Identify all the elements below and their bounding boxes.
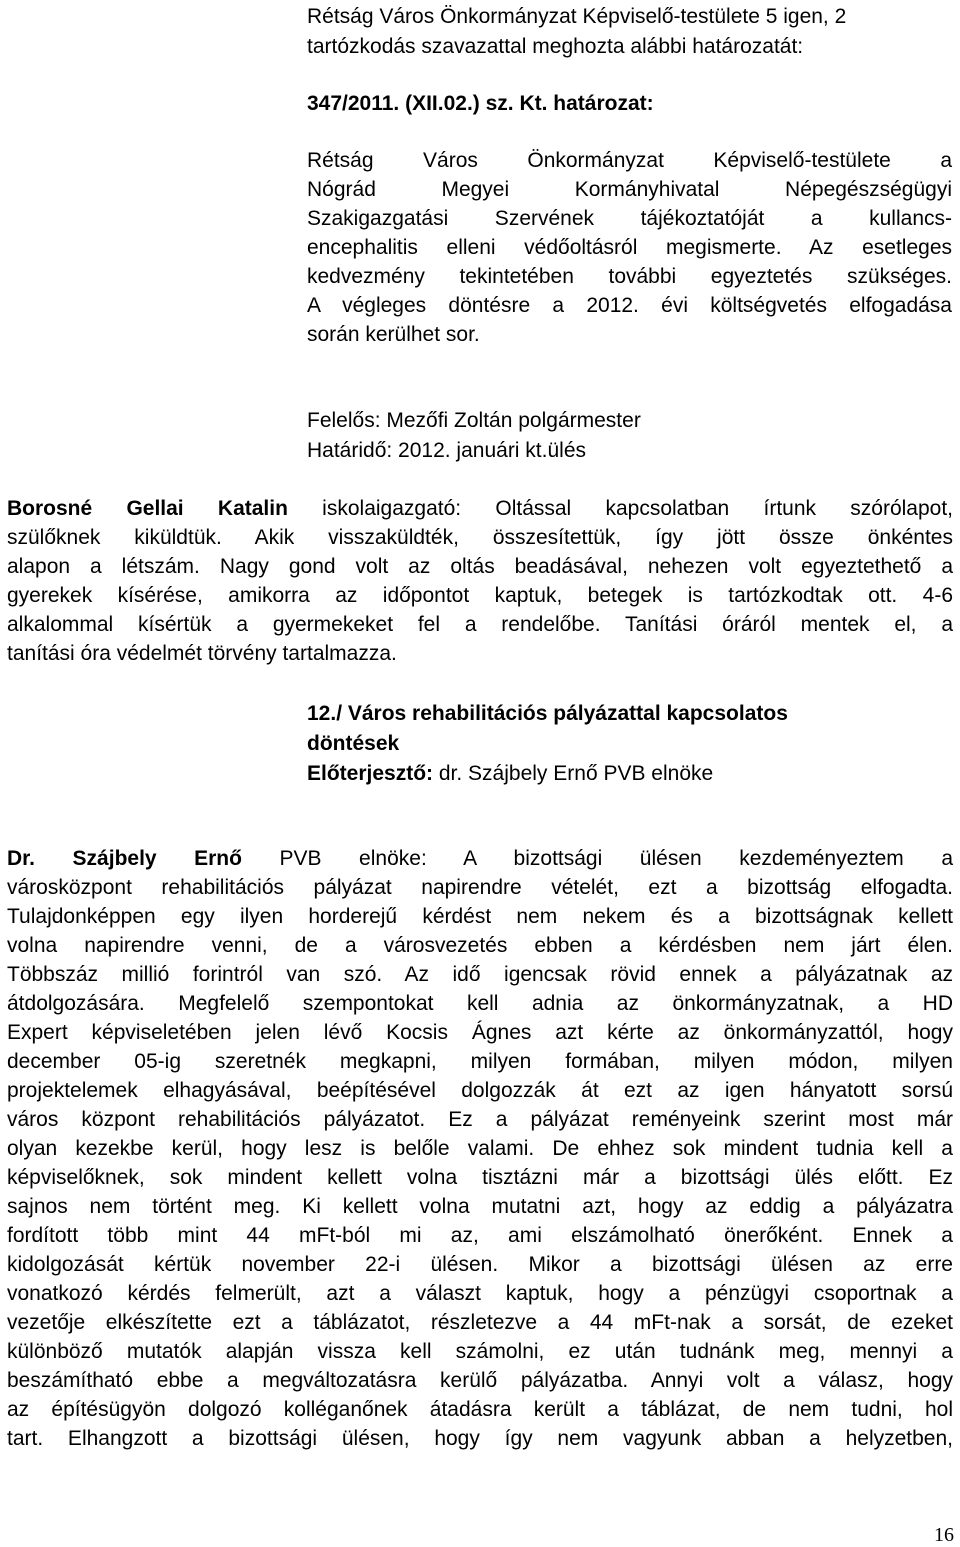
page-number: 16 [934, 1524, 954, 1546]
resolution-line: kedvezmény tekintetében további egyeztetés szükséges. [307, 265, 952, 288]
speech-line: vezetője elkészítette ezt a táblázatot, részletezve a 44 mFt-nak a sorsát, de ezeket [7, 1311, 953, 1334]
speech-text: PVB elnöke: A bizottsági ülésen kezdeményeztem a [241, 847, 954, 870]
speech-line: Expert képviseletében jelen lévő Kocsis Ágnes azt kérte az önkormányzattól, hogy [7, 1021, 953, 1044]
resolution-line: A végleges döntésre a 2012. évi költségvetés elfogadása [307, 294, 952, 317]
speech-line: gyerekek kísérése, amikorra az időpontot kaptuk, betegek is tartózkodtak ott. 4-6 [7, 584, 953, 607]
speech-line: volna napirendre venni, de a városvezetés ebben a kérdésben nem járt élen. [7, 934, 953, 957]
resolution-line: Nógrád Megyei Kormányhivatal Népegészségügyi [307, 178, 952, 201]
resolution-number: 347/2011. (XII.02.) sz. Kt. határozat: [307, 92, 654, 115]
speech-line [7, 848, 953, 877]
speech-line: városközpont rehabilitációs pályázat napirendre vételét, ezt a bizottság elfogadta. [7, 876, 953, 899]
speaker-name: Dr. Szájbely Ernő [7, 847, 242, 870]
presenter-name: dr. Szájbely Ernő PVB elnöke [433, 762, 714, 785]
speech-line: beszámítható ebbe a megváltozatásra kerülő pályázatba. Annyi volt a válasz, hogy [7, 1369, 953, 1392]
speech-text: iskolaigazgató: Oltással kapcsolatban írtunk szórólapot, [287, 497, 954, 520]
speech-line: város központ rehabilitációs pályázatot. Ez a pályázat reményeink szerint most már [7, 1108, 953, 1131]
speech-line: tanítási óra védelmét törvény tartalmazza. [7, 642, 397, 665]
agenda-title: 12./ Város rehabilitációs pályázattal kapcsolatos [307, 702, 788, 725]
resolution-line: során kerülhet sor. [307, 323, 480, 346]
speech-line: fordított több mint 44 mFt-ból mi az, ami elszámolható önerőként. Ennek a [7, 1224, 953, 1247]
speech-szajbely [7, 848, 953, 1457]
agenda-title: döntések [307, 732, 400, 755]
speech-line: átdolgozására. Megfelelő szempontokat kell adnia az önkormányzatnak, a HD [7, 992, 953, 1015]
speech-line: Többszáz millió forintról van szó. Az idő igencsak rövid ennek a pályázatnak az [7, 963, 953, 986]
speech-line: kidolgozását kértük november 22-i ülésen. Mikor a bizottsági ülésen az erre [7, 1253, 953, 1276]
resolution-text [307, 150, 952, 353]
responsible-line: Felelős: Mezőfi Zoltán polgármester [307, 409, 641, 432]
speech-line [7, 498, 953, 527]
speech-line: sajnos nem történt meg. Ki kellett volna mutatni azt, hogy az eddig a pályázatra [7, 1195, 953, 1218]
speech-line: alapon a létszám. Nagy gond volt az oltás beadásával, nehezen volt egyeztethető a [7, 555, 953, 578]
intro-line: tartózkodás szavazattal meghozta alábbi határozatát: [307, 35, 804, 58]
speech-line: olyan kezekbe kerül, hogy lesz is belőle valami. De ehhez sok mindent tudnia kell a [7, 1137, 953, 1160]
resolution-line: Rétság Város Önkormányzat Képviselő-testülete a [307, 149, 952, 172]
intro-block [307, 6, 952, 66]
speech-line: december 05-ig szeretnék megkapni, milyen formában, milyen módon, milyen [7, 1050, 953, 1073]
agenda-presenter [307, 763, 788, 793]
speech-line: különböző mutatók alapján vissza kell számolni, ez után tudnánk meg, mennyi a [7, 1340, 953, 1363]
responsibility-block [307, 410, 641, 470]
speech-line: az építésügyön dolgozó kolléganőnek átadásra került a táblázat, de nem tudni, hol [7, 1398, 953, 1421]
speech-line: vonatkozó kérdés felmerült, azt a választ kaptuk, hogy a pénzügyi csoportnak a [7, 1282, 953, 1305]
speech-line: képviselőknek, sok mindent kellett volna tisztázni már a bizottsági ülés előtt. Ez [7, 1166, 953, 1189]
intro-line: Rétság Város Önkormányzat Képviselő-testülete 5 igen, 2 [307, 5, 847, 28]
speaker-name: Borosné Gellai Katalin [7, 497, 288, 520]
speech-line: Tulajdonképpen egy ilyen horderejű kérdést nem nekem és a bizottságnak kellett [7, 905, 953, 928]
speech-line: projektelemek elhagyásával, beépítésével dolgozzák át ezt az igen hányatott sorsú [7, 1079, 953, 1102]
resolution-line: encephalitis elleni védőoltásról megismerte. Az esetleges [307, 236, 952, 259]
resolution-line: Szakigazgatási Szervének tájékoztatóját a kullancs- [307, 207, 952, 230]
deadline-line: Határidő: 2012. januári kt.ülés [307, 439, 586, 462]
speech-line: alkalommal kísértük a gyermekeket fel a rendelőbe. Tanítási óráról mentek el, a [7, 613, 953, 636]
speech-borosne [7, 498, 953, 672]
speech-line: szülőknek kiküldtük. Akik visszaküldték, összesítettük, így jött össze önkéntes [7, 526, 953, 549]
agenda-item [307, 703, 788, 793]
presenter-label: Előterjesztő: [307, 762, 434, 785]
speech-line: tart. Elhangzott a bizottsági ülésen, hogy így nem vagyunk abban a helyzetben, [7, 1427, 953, 1450]
